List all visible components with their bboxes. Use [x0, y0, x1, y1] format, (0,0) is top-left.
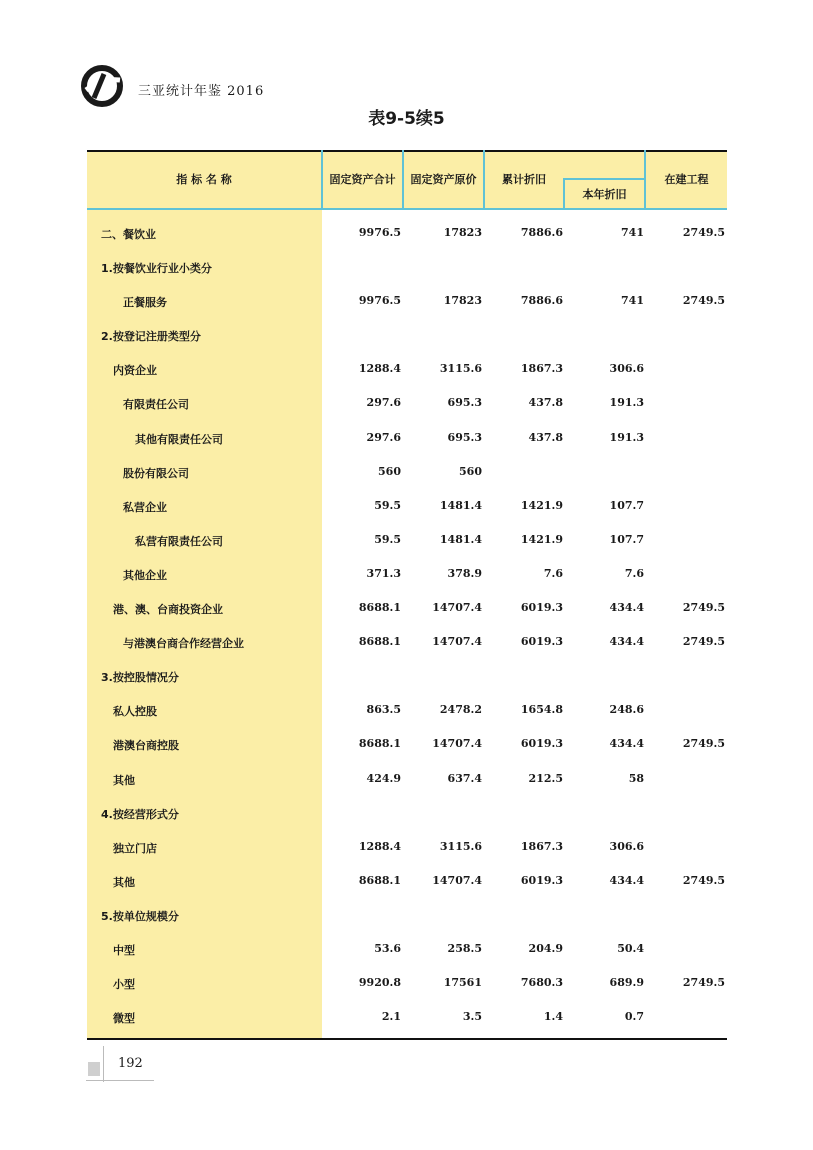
cell-value: 2749.5: [682, 294, 725, 308]
column-header-construction-in-progress: 在建工程: [664, 173, 709, 186]
row-label: 内资企业: [113, 364, 157, 378]
cell-value: 306.6: [609, 362, 644, 376]
row-label: 独立门店: [113, 841, 157, 855]
cell-value: 424.9: [366, 771, 401, 785]
row-label: 港、澳、台商投资企业: [113, 603, 223, 617]
table-row: [87, 352, 727, 386]
cell-value: 6019.3: [520, 635, 563, 649]
cell-value: 2478.2: [439, 703, 482, 717]
cell-value: 8688.1: [358, 601, 401, 615]
table-row: [87, 455, 727, 489]
table-row: [87, 557, 727, 591]
table-bottom-rule: [87, 1038, 727, 1040]
cell-value: 107.7: [609, 498, 644, 512]
cell-value: 191.3: [609, 430, 644, 444]
cell-value: 560: [378, 464, 401, 478]
cell-value: 17823: [443, 226, 482, 239]
column-header-accumulated-depreciation: 累计折旧: [502, 173, 546, 186]
row-label: 私营有限责任公司: [135, 534, 223, 548]
cell-value: 434.4: [609, 601, 644, 615]
row-label: 港澳台商控股: [113, 739, 179, 753]
table-row: [87, 659, 727, 693]
row-label: 与港澳台商合作经营企业: [123, 637, 244, 651]
cell-value: 7886.6: [520, 226, 563, 239]
column-header-fixed-assets-total: 固定资产合计: [329, 173, 396, 186]
table-row: [87, 489, 727, 523]
row-label: 二、餐饮业: [101, 228, 156, 241]
table-row: [87, 421, 727, 455]
row-label: 有限责任公司: [123, 398, 189, 412]
cell-value: 1288.4: [358, 839, 401, 853]
row-label: 其他: [113, 875, 135, 889]
row-label: 微型: [113, 1012, 135, 1026]
page-marker-icon: [88, 1062, 100, 1076]
cell-value: 58: [628, 771, 644, 785]
cell-value: 1288.4: [358, 362, 401, 376]
table-row: [87, 966, 727, 1000]
cell-value: 0.7: [624, 1010, 644, 1024]
cell-value: 1421.9: [520, 498, 563, 512]
footer-divider: [103, 1046, 104, 1082]
table-row: [87, 1000, 727, 1034]
cell-value: 2749.5: [682, 737, 725, 751]
cell-value: 3115.6: [439, 362, 482, 376]
table-row: [87, 625, 727, 659]
cell-value: 8688.1: [358, 873, 401, 887]
cell-value: 6019.3: [520, 737, 563, 751]
row-label: 2.按登记注册类型分: [101, 330, 201, 344]
cell-value: 2749.5: [682, 976, 725, 990]
cell-value: 1867.3: [520, 839, 563, 853]
cell-value: 1421.9: [520, 532, 563, 546]
cell-value: 2749.5: [682, 873, 725, 887]
row-label: 私营企业: [123, 500, 167, 514]
cell-value: 14707.4: [432, 635, 482, 649]
table-row: [87, 830, 727, 864]
row-label: 4.按经营形式分: [101, 807, 179, 821]
cell-value: 7680.3: [520, 976, 563, 990]
cell-value: 689.9: [609, 976, 644, 990]
cell-value: 297.6: [366, 430, 401, 444]
yearbook-logo-icon: [80, 64, 124, 108]
table-row: [87, 250, 727, 284]
row-label: 私人控股: [113, 705, 157, 719]
cell-value: 6019.3: [520, 601, 563, 615]
cell-value: 637.4: [447, 771, 482, 785]
cell-value: 437.8: [528, 430, 563, 444]
row-label: 小型: [113, 978, 135, 992]
cell-value: 7.6: [543, 566, 563, 580]
cell-value: 59.5: [374, 498, 401, 512]
table-row: [87, 762, 727, 796]
row-label: 5.按单位规模分: [101, 909, 179, 923]
cell-value: 191.3: [609, 396, 644, 410]
cell-value: 2749.5: [682, 601, 725, 615]
row-label: 3.按控股情况分: [101, 671, 179, 685]
cell-value: 1654.8: [520, 703, 563, 717]
cell-value: 53.6: [374, 941, 401, 955]
cell-value: 3.5: [462, 1010, 482, 1024]
table-title: 表9-5续5: [368, 109, 445, 129]
cell-value: 2.1: [381, 1010, 401, 1024]
cell-value: 50.4: [617, 941, 644, 955]
cell-value: 3115.6: [439, 839, 482, 853]
row-label: 其他: [113, 773, 135, 787]
cell-value: 14707.4: [432, 873, 482, 887]
footer-divider: [86, 1080, 154, 1081]
cell-value: 378.9: [447, 566, 482, 580]
row-label: 其他有限责任公司: [135, 432, 223, 446]
cell-value: 9920.8: [358, 976, 401, 990]
table-row: [87, 693, 727, 727]
row-label: 1.按餐饮业行业小类分: [101, 262, 212, 276]
table-row: [87, 796, 727, 830]
column-header-fixed-assets-original: 固定资产原价: [410, 173, 477, 186]
table-row: [87, 727, 727, 761]
cell-value: 306.6: [609, 839, 644, 853]
cell-value: 212.5: [528, 771, 563, 785]
cell-value: 1481.4: [439, 498, 482, 512]
cell-value: 14707.4: [432, 601, 482, 615]
cell-value: 204.9: [528, 941, 563, 955]
column-header-indicator: 指 标 名 称: [176, 173, 232, 186]
table-row: [87, 216, 727, 250]
cell-value: 8688.1: [358, 737, 401, 751]
table-row: [87, 932, 727, 966]
cell-value: 14707.4: [432, 737, 482, 751]
table-row: [87, 386, 727, 420]
cell-value: 59.5: [374, 532, 401, 546]
cell-value: 6019.3: [520, 873, 563, 887]
cell-value: 107.7: [609, 532, 644, 546]
cell-value: 1.4: [543, 1010, 563, 1024]
cell-value: 17561: [443, 976, 482, 990]
cell-value: 434.4: [609, 873, 644, 887]
cell-value: 7.6: [624, 566, 644, 580]
table-body: [87, 216, 727, 1034]
data-table: [87, 150, 727, 1040]
cell-value: 9976.5: [358, 226, 401, 239]
cell-value: 258.5: [447, 941, 482, 955]
cell-value: 434.4: [609, 737, 644, 751]
page-number: 192: [118, 1056, 143, 1071]
cell-value: 437.8: [528, 396, 563, 410]
cell-value: 741: [621, 226, 644, 239]
table-row: [87, 591, 727, 625]
cell-value: 695.3: [447, 430, 482, 444]
cell-value: 863.5: [366, 703, 401, 717]
cell-value: 8688.1: [358, 635, 401, 649]
table-row: [87, 864, 727, 898]
row-label: 正餐服务: [123, 296, 167, 310]
table-row: [87, 318, 727, 352]
cell-value: 9976.5: [358, 294, 401, 308]
header-bottom-line: [87, 208, 727, 210]
table-row: [87, 523, 727, 557]
table-row: [87, 284, 727, 318]
cell-value: 741: [621, 294, 644, 308]
cell-value: 17823: [443, 294, 482, 308]
cell-value: 7886.6: [520, 294, 563, 308]
row-label: 中型: [113, 943, 135, 957]
cell-value: 434.4: [609, 635, 644, 649]
cell-value: 1481.4: [439, 532, 482, 546]
row-label: 股份有限公司: [123, 466, 189, 480]
cell-value: 560: [459, 464, 482, 478]
cell-value: 695.3: [447, 396, 482, 410]
cell-value: 2749.5: [682, 226, 725, 239]
column-header-current-year-depreciation: 本年折旧: [582, 188, 627, 201]
cell-value: 297.6: [366, 396, 401, 410]
cell-value: 2749.5: [682, 635, 725, 649]
table-row: [87, 898, 727, 932]
cell-value: 1867.3: [520, 362, 563, 376]
row-label: 其他企业: [123, 568, 167, 582]
cell-value: 371.3: [366, 566, 401, 580]
cell-value: 248.6: [609, 703, 644, 717]
yearbook-title: 三亚统计年鉴 2016: [138, 84, 265, 99]
